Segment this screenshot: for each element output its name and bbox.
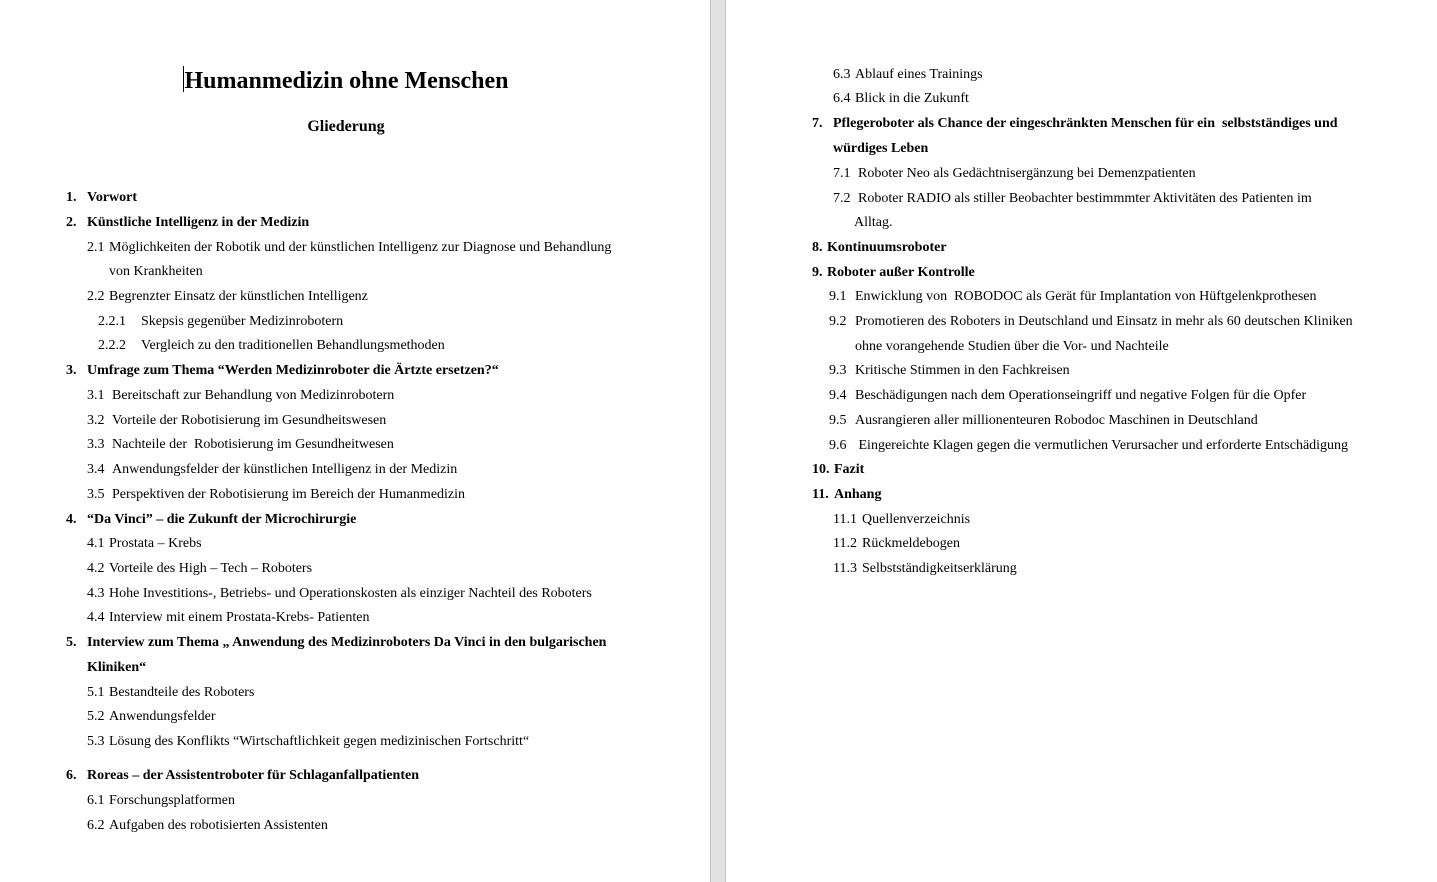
toc-entry: [829, 312, 1353, 332]
toc-text: Rückmeldebogen: [862, 536, 960, 551]
toc-number: 11.2: [833, 536, 857, 551]
toc-text: Selbstständigkeitserklärung: [862, 561, 1017, 576]
toc-number: 9.: [812, 265, 823, 280]
toc-text: Perspektiven der Robotisierung im Bereich der Humanmedizin: [112, 487, 466, 502]
toc-text: Vorwort: [87, 190, 138, 205]
toc-entry: [812, 263, 975, 283]
toc-entry: [87, 608, 369, 628]
toc-entry: [87, 287, 368, 307]
toc-entry: [87, 386, 394, 406]
toc-text: “Da Vinci” – die Zukunft der Microchirurgie: [87, 512, 357, 527]
toc-text: Anwendungsfelder: [109, 709, 216, 724]
toc-number: 4.4: [87, 610, 105, 625]
toc-number: 5.3: [87, 734, 105, 749]
toc-number: 6.: [66, 768, 77, 783]
toc-number: 4.2: [87, 561, 105, 576]
toc-entry: [66, 188, 137, 208]
toc-text: Enwicklung von ROBODOC als Gerät für Implantation von Hüftgelenkprothesen: [855, 289, 1317, 304]
document-title: [0, 64, 692, 98]
toc-entry: [87, 435, 394, 455]
toc-number: 4.1: [87, 536, 105, 551]
toc-entry: [87, 559, 312, 579]
toc-entry-continuation: [854, 213, 893, 233]
toc-number: 4.: [66, 512, 77, 527]
toc-entry: [66, 361, 499, 381]
toc-number: 11.3: [833, 561, 857, 576]
toc-text: Aufgaben des robotisierten Assistenten: [109, 818, 328, 833]
toc-number: 2.1: [87, 240, 105, 255]
document-title-text: Humanmedizin ohne Menschen: [184, 68, 509, 94]
toc-number: 1.: [66, 190, 77, 205]
toc-entry: [87, 683, 254, 703]
toc-number: 3.: [66, 363, 77, 378]
toc-text: ohne vorangehende Studien über die Vor- und Nachteile: [855, 339, 1169, 354]
toc-number: 2.2.1: [98, 314, 126, 329]
toc-entry: [833, 559, 1017, 579]
toc-entry: [833, 534, 960, 554]
toc-entry: [87, 732, 529, 752]
toc-entry: [829, 436, 1348, 456]
toc-entry: [829, 361, 1070, 381]
toc-text: Quellenverzeichnis: [862, 512, 971, 527]
toc-text: Vorteile der Robotisierung im Gesundheitswesen: [112, 413, 387, 428]
toc-entry: [87, 460, 457, 480]
toc-text: Promotieren des Roboters in Deutschland und Einsatz in mehr als 60 deutschen Kliniken: [855, 314, 1353, 329]
toc-number: 5.: [66, 635, 77, 650]
toc-entry: [66, 766, 419, 786]
toc-text: Künstliche Intelligenz in der Medizin: [87, 215, 310, 230]
toc-text: Roboter Neo als Gedächtnisergänzung bei Demenzpatienten: [858, 166, 1196, 181]
toc-text: Ablauf eines Trainings: [855, 67, 983, 82]
toc-text: Beschädigungen nach dem Operationseingriff und negative Folgen für die Opfer: [855, 388, 1307, 403]
toc-number: 3.5: [87, 487, 105, 502]
toc-number: 6.3: [833, 67, 851, 82]
toc-text: Fazit: [834, 462, 865, 477]
toc-entry: [87, 584, 592, 604]
toc-entry: [66, 510, 356, 530]
toc-text: Umfrage zum Thema “Werden Medizinroboter die Ärtzte ersetzen?“: [87, 363, 499, 378]
toc-entry: [833, 65, 983, 85]
toc-number: 2.2: [87, 289, 105, 304]
toc-text: Lösung des Konflikts “Wirtschaftlichkeit gegen medizinischen Fortschritt“: [109, 734, 530, 749]
toc-number: 2.: [66, 215, 77, 230]
toc-number: 3.2: [87, 413, 105, 428]
toc-entry-continuation: [87, 658, 146, 678]
toc-entry: [66, 633, 606, 653]
toc-text: Prostata – Krebs: [109, 536, 202, 551]
toc-entry: [833, 189, 1312, 209]
document-page-right[interactable]: [727, 0, 1437, 882]
toc-number: 6.2: [87, 818, 105, 833]
toc-entry: [98, 336, 445, 356]
toc-entry: [829, 386, 1306, 406]
toc-text: Pflegeroboter als Chance der eingeschränkten Menschen für ein selbstständiges und: [833, 116, 1338, 131]
toc-entry: [833, 89, 969, 109]
toc-entry: [829, 287, 1317, 307]
toc-text: Kontinuumsroboter: [827, 240, 947, 255]
toc-number: 9.6: [829, 438, 847, 453]
toc-text: Nachteile der Robotisierung im Gesundheitwesen: [112, 437, 394, 452]
toc-text: Bereitschaft zur Behandlung von Medizinrobotern: [112, 388, 395, 403]
toc-text: Skepsis gegenüber Medizinrobotern: [141, 314, 344, 329]
toc-entry-continuation: [833, 139, 928, 159]
toc-text: Ausrangieren aller millionenteuren Robodoc Maschinen in Deutschland: [855, 413, 1258, 428]
toc-text: von Krankheiten: [109, 264, 203, 279]
toc-text: Interview mit einem Prostata-Krebs- Patienten: [109, 610, 370, 625]
toc-text: Alltag.: [854, 215, 893, 230]
toc-text: Roboter außer Kontrolle: [827, 265, 975, 280]
toc-text: Interview zum Thema „ Anwendung des Medizinroboters Da Vinci in den bulgarischen: [87, 635, 607, 650]
toc-text: Bestandteile des Roboters: [109, 685, 255, 700]
page-gap-divider: [710, 0, 726, 882]
toc-entry: [66, 213, 309, 233]
toc-entry: [98, 312, 343, 332]
toc-number: 6.4: [833, 91, 851, 106]
toc-text: Kritische Stimmen in den Fachkreisen: [855, 363, 1070, 378]
toc-number: 9.1: [829, 289, 847, 304]
toc-entry: [87, 816, 328, 836]
toc-text: Möglichkeiten der Robotik und der künstlichen Intelligenz zur Diagnose und Behandlung: [109, 240, 612, 255]
toc-number: 4.3: [87, 586, 105, 601]
toc-entry: [812, 460, 864, 480]
toc-entry: [833, 510, 970, 530]
toc-text: Roboter RADIO als stiller Beobachter bestimmmter Aktivitäten des Patienten im: [858, 191, 1312, 206]
toc-text: Kliniken“: [87, 660, 147, 675]
toc-text: Blick in die Zukunft: [855, 91, 969, 106]
toc-text: Vergleich zu den traditionellen Behandlungsmethoden: [141, 338, 445, 353]
document-page-left[interactable]: [0, 0, 710, 882]
toc-number: 8.: [812, 240, 823, 255]
toc-entry-continuation: [109, 262, 203, 282]
toc-text: Anwendungsfelder der künstlichen Intelligenz in der Medizin: [112, 462, 458, 477]
toc-entry: [87, 485, 465, 505]
toc-text: Vorteile des High – Tech – Roboters: [109, 561, 313, 576]
toc-number: 5.1: [87, 685, 105, 700]
toc-entry: [87, 707, 216, 727]
toc-number: 9.4: [829, 388, 847, 403]
toc-number: 11.: [812, 487, 829, 502]
toc-entry-continuation: [855, 337, 1169, 357]
toc-entry: [87, 411, 386, 431]
toc-number: 11.1: [833, 512, 857, 527]
toc-entry: [87, 238, 611, 258]
toc-entry: [812, 114, 1338, 134]
toc-entry: [833, 164, 1196, 184]
toc-number: 3.1: [87, 388, 105, 403]
toc-text: Hohe Investitions-, Betriebs- und Operationskosten als einziger Nachteil des Roboters: [109, 586, 592, 601]
document-subtitle: Gliederung: [307, 118, 385, 135]
toc-number: 9.2: [829, 314, 847, 329]
toc-number: 9.3: [829, 363, 847, 378]
toc-text: Eingereichte Klagen gegen die vermutlichen Verursacher und erforderte Entschädigung: [855, 438, 1349, 453]
toc-text: Roreas – der Assistentroboter für Schlaganfallpatienten: [87, 768, 419, 783]
toc-number: 2.2.2: [98, 338, 126, 353]
toc-text: Begrenzter Einsatz der künstlichen Intelligenz: [109, 289, 368, 304]
toc-entry: [87, 791, 235, 811]
toc-entry: [812, 238, 947, 258]
toc-entry: [87, 534, 202, 554]
toc-number: 3.4: [87, 462, 105, 477]
toc-entry: [829, 411, 1258, 431]
toc-number: 7.: [812, 116, 823, 131]
toc-text: Anhang: [834, 487, 882, 502]
toc-text: Forschungsplatformen: [109, 793, 235, 808]
toc-number: 6.1: [87, 793, 105, 808]
toc-text: würdiges Leben: [833, 141, 929, 156]
toc-number: 9.5: [829, 413, 847, 428]
toc-number: 10.: [812, 462, 830, 477]
toc-number: 5.2: [87, 709, 105, 724]
toc-number: 3.3: [87, 437, 105, 452]
toc-number: 7.1: [833, 166, 851, 181]
toc-number: 7.2: [833, 191, 851, 206]
toc-entry: [812, 485, 881, 505]
